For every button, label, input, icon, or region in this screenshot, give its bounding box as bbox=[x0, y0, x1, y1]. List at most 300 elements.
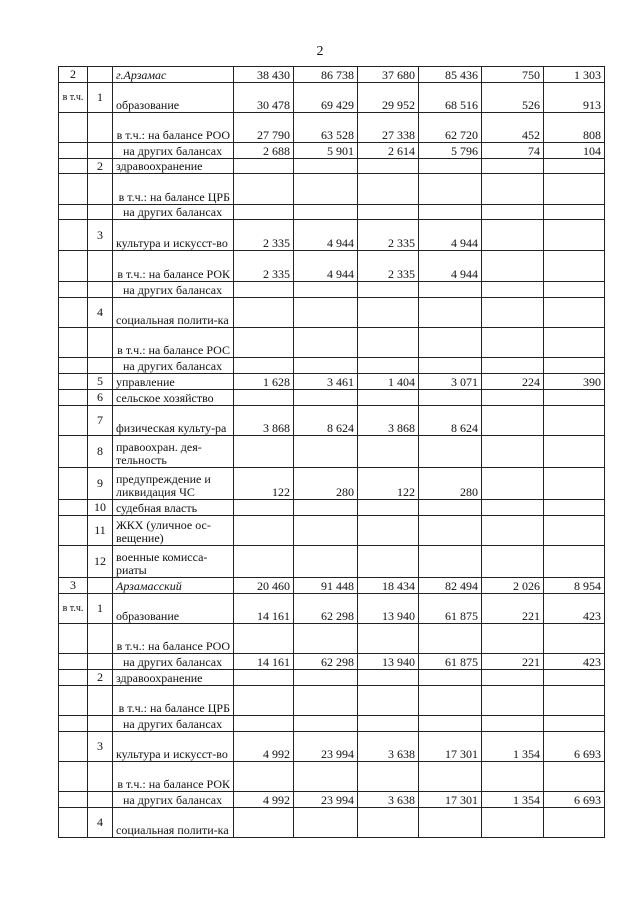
value-cell: 808 bbox=[544, 113, 605, 143]
item-number-cell bbox=[88, 328, 113, 358]
value-cell bbox=[358, 298, 419, 328]
table-row bbox=[59, 220, 605, 251]
value-cell bbox=[294, 205, 358, 220]
value-cell bbox=[482, 390, 544, 406]
item-name-cell: в т.ч.: на балансе РОС bbox=[113, 328, 234, 358]
item-number-cell bbox=[88, 251, 113, 282]
item-name-cell: г.Арзамас bbox=[113, 67, 234, 83]
value-cell: 2 026 bbox=[482, 578, 544, 594]
value-cell: 23 994 bbox=[294, 792, 358, 808]
value-cell bbox=[482, 220, 544, 251]
value-cell: 280 bbox=[294, 468, 358, 500]
section-number-cell bbox=[59, 716, 88, 732]
value-cell: 61 875 bbox=[419, 654, 482, 670]
value-cell: 91 448 bbox=[294, 578, 358, 594]
table-row bbox=[59, 282, 605, 298]
value-cell bbox=[544, 624, 605, 654]
value-cell bbox=[358, 716, 419, 732]
section-number-cell bbox=[59, 205, 88, 220]
item-number-cell: 5 bbox=[88, 374, 113, 390]
table-row bbox=[59, 406, 605, 436]
table-row bbox=[59, 516, 605, 546]
value-cell: 104 bbox=[544, 143, 605, 159]
section-number-cell bbox=[59, 143, 88, 159]
section-number-cell bbox=[59, 328, 88, 358]
value-cell bbox=[544, 686, 605, 716]
item-number-cell: 4 bbox=[88, 298, 113, 328]
value-cell: 5 901 bbox=[294, 143, 358, 159]
value-cell: 17 301 bbox=[419, 732, 482, 762]
item-name-cell: управление bbox=[113, 374, 234, 390]
value-cell bbox=[419, 670, 482, 686]
value-cell: 38 430 bbox=[234, 67, 294, 83]
value-cell: 2 614 bbox=[358, 143, 419, 159]
section-number-cell: 2 bbox=[59, 67, 88, 83]
value-cell bbox=[294, 174, 358, 205]
value-cell bbox=[419, 716, 482, 732]
item-name-cell: в т.ч.: на балансе ЦРБ bbox=[113, 174, 234, 205]
table-row bbox=[59, 436, 605, 468]
item-number-cell: 6 bbox=[88, 390, 113, 406]
item-number-cell bbox=[88, 67, 113, 83]
value-cell bbox=[234, 282, 294, 298]
value-cell: 2 335 bbox=[234, 220, 294, 251]
value-cell: 526 bbox=[482, 83, 544, 113]
value-cell: 2 688 bbox=[234, 143, 294, 159]
item-number-cell bbox=[88, 762, 113, 792]
value-cell: 1 628 bbox=[234, 374, 294, 390]
section-number-cell bbox=[59, 220, 88, 251]
value-cell bbox=[234, 205, 294, 220]
item-number-cell: 1 bbox=[88, 83, 113, 113]
section-number-cell bbox=[59, 516, 88, 546]
value-cell: 20 460 bbox=[234, 578, 294, 594]
value-cell: 6 693 bbox=[544, 732, 605, 762]
value-cell bbox=[544, 159, 605, 174]
section-number-cell bbox=[59, 298, 88, 328]
item-number-cell bbox=[88, 113, 113, 143]
value-cell bbox=[419, 298, 482, 328]
item-name-cell: судебная власть bbox=[113, 500, 234, 516]
value-cell: 4 944 bbox=[419, 220, 482, 251]
value-cell bbox=[419, 516, 482, 546]
value-cell bbox=[358, 328, 419, 358]
value-cell bbox=[294, 282, 358, 298]
value-cell bbox=[482, 406, 544, 436]
value-cell: 85 436 bbox=[419, 67, 482, 83]
value-cell bbox=[482, 686, 544, 716]
value-cell: 224 bbox=[482, 374, 544, 390]
value-cell bbox=[234, 328, 294, 358]
value-cell bbox=[482, 516, 544, 546]
value-cell bbox=[419, 762, 482, 792]
value-cell bbox=[544, 298, 605, 328]
value-cell bbox=[294, 762, 358, 792]
section-number-cell bbox=[59, 113, 88, 143]
value-cell: 1 303 bbox=[544, 67, 605, 83]
value-cell bbox=[358, 205, 419, 220]
value-cell bbox=[482, 762, 544, 792]
table-row bbox=[59, 67, 605, 83]
value-cell bbox=[234, 174, 294, 205]
item-name-cell: социальная полити-ка bbox=[113, 298, 234, 328]
item-name-cell: на других балансах bbox=[113, 143, 234, 159]
section-number-cell bbox=[59, 406, 88, 436]
table-row bbox=[59, 298, 605, 328]
value-cell bbox=[482, 251, 544, 282]
value-cell: 62 298 bbox=[294, 594, 358, 624]
value-cell bbox=[482, 670, 544, 686]
section-number-cell: в т.ч. bbox=[59, 83, 88, 113]
value-cell bbox=[482, 546, 544, 578]
value-cell: 2 335 bbox=[358, 220, 419, 251]
value-cell bbox=[419, 436, 482, 468]
value-cell: 68 516 bbox=[419, 83, 482, 113]
value-cell bbox=[544, 716, 605, 732]
value-cell: 30 478 bbox=[234, 83, 294, 113]
table-row bbox=[59, 578, 605, 594]
item-number-cell bbox=[88, 578, 113, 594]
table-row bbox=[59, 624, 605, 654]
value-cell bbox=[419, 624, 482, 654]
table-row bbox=[59, 792, 605, 808]
item-name-cell: военные комисса-риаты bbox=[113, 546, 234, 578]
section-number-cell bbox=[59, 390, 88, 406]
table-row bbox=[59, 500, 605, 516]
item-number-cell: 2 bbox=[88, 159, 113, 174]
value-cell bbox=[234, 808, 294, 838]
value-cell bbox=[294, 546, 358, 578]
table-row bbox=[59, 546, 605, 578]
item-number-cell: 1 bbox=[88, 594, 113, 624]
value-cell bbox=[294, 159, 358, 174]
value-cell bbox=[294, 298, 358, 328]
value-cell bbox=[544, 328, 605, 358]
value-cell bbox=[482, 358, 544, 374]
value-cell: 17 301 bbox=[419, 792, 482, 808]
item-name-cell: здравоохранение bbox=[113, 670, 234, 686]
value-cell bbox=[234, 624, 294, 654]
item-name-cell: предупреждение и ликвидация ЧС bbox=[113, 468, 234, 500]
table-row bbox=[59, 113, 605, 143]
value-cell bbox=[294, 358, 358, 374]
item-number-cell: 4 bbox=[88, 808, 113, 838]
value-cell bbox=[358, 358, 419, 374]
section-number-cell bbox=[59, 670, 88, 686]
item-name-cell: образование bbox=[113, 83, 234, 113]
value-cell: 29 952 bbox=[358, 83, 419, 113]
value-cell: 390 bbox=[544, 374, 605, 390]
value-cell: 6 693 bbox=[544, 792, 605, 808]
item-number-cell bbox=[88, 282, 113, 298]
item-name-cell: на других балансах bbox=[113, 282, 234, 298]
value-cell: 913 bbox=[544, 83, 605, 113]
item-number-cell: 7 bbox=[88, 406, 113, 436]
budget-table bbox=[58, 66, 605, 838]
value-cell bbox=[358, 762, 419, 792]
value-cell bbox=[482, 159, 544, 174]
value-cell bbox=[544, 282, 605, 298]
section-number-cell bbox=[59, 282, 88, 298]
value-cell: 280 bbox=[419, 468, 482, 500]
item-number-cell: 3 bbox=[88, 220, 113, 251]
section-number-cell bbox=[59, 732, 88, 762]
page-number: 2 bbox=[316, 44, 324, 59]
section-number-cell bbox=[59, 251, 88, 282]
section-number-cell bbox=[59, 686, 88, 716]
value-cell: 14 161 bbox=[234, 654, 294, 670]
table-row bbox=[59, 762, 605, 792]
value-cell bbox=[544, 436, 605, 468]
item-number-cell bbox=[88, 654, 113, 670]
item-number-cell: 2 bbox=[88, 670, 113, 686]
value-cell: 63 528 bbox=[294, 113, 358, 143]
value-cell bbox=[419, 328, 482, 358]
value-cell bbox=[234, 670, 294, 686]
item-name-cell: культура и искусст-во bbox=[113, 732, 234, 762]
value-cell bbox=[482, 298, 544, 328]
value-cell bbox=[482, 282, 544, 298]
value-cell bbox=[482, 716, 544, 732]
value-cell bbox=[358, 516, 419, 546]
table-row bbox=[59, 205, 605, 220]
value-cell: 1 354 bbox=[482, 732, 544, 762]
value-cell bbox=[234, 390, 294, 406]
table-row bbox=[59, 174, 605, 205]
value-cell bbox=[544, 406, 605, 436]
value-cell: 3 638 bbox=[358, 732, 419, 762]
section-number-cell bbox=[59, 358, 88, 374]
value-cell: 74 bbox=[482, 143, 544, 159]
value-cell: 8 954 bbox=[544, 578, 605, 594]
value-cell bbox=[544, 808, 605, 838]
value-cell bbox=[419, 282, 482, 298]
value-cell: 4 944 bbox=[419, 251, 482, 282]
value-cell: 8 624 bbox=[419, 406, 482, 436]
table-row bbox=[59, 328, 605, 358]
item-number-cell bbox=[88, 143, 113, 159]
value-cell: 27 338 bbox=[358, 113, 419, 143]
value-cell bbox=[544, 220, 605, 251]
value-cell bbox=[482, 500, 544, 516]
value-cell: 4 944 bbox=[294, 251, 358, 282]
item-name-cell: ЖКХ (уличное ос-вещение) bbox=[113, 516, 234, 546]
table-row bbox=[59, 251, 605, 282]
value-cell: 5 796 bbox=[419, 143, 482, 159]
table-row bbox=[59, 374, 605, 390]
value-cell bbox=[234, 159, 294, 174]
value-cell bbox=[234, 546, 294, 578]
value-cell bbox=[294, 436, 358, 468]
item-name-cell: на других балансах bbox=[113, 792, 234, 808]
value-cell bbox=[482, 174, 544, 205]
value-cell bbox=[482, 205, 544, 220]
item-number-cell: 9 bbox=[88, 468, 113, 500]
table-row bbox=[59, 808, 605, 838]
section-number-cell bbox=[59, 436, 88, 468]
item-name-cell: социальная полити-ка bbox=[113, 808, 234, 838]
value-cell: 62 298 bbox=[294, 654, 358, 670]
value-cell: 122 bbox=[358, 468, 419, 500]
value-cell bbox=[294, 500, 358, 516]
item-number-cell bbox=[88, 686, 113, 716]
value-cell: 3 638 bbox=[358, 792, 419, 808]
table-row bbox=[59, 732, 605, 762]
value-cell bbox=[544, 516, 605, 546]
item-name-cell: сельское хозяйство bbox=[113, 390, 234, 406]
item-name-cell: на других балансах bbox=[113, 358, 234, 374]
item-name-cell: Арзамасский bbox=[113, 578, 234, 594]
table-row bbox=[59, 143, 605, 159]
section-number-cell bbox=[59, 808, 88, 838]
value-cell: 69 429 bbox=[294, 83, 358, 113]
item-number-cell: 3 bbox=[88, 732, 113, 762]
value-cell: 4 944 bbox=[294, 220, 358, 251]
value-cell: 37 680 bbox=[358, 67, 419, 83]
table-row bbox=[59, 654, 605, 670]
value-cell bbox=[234, 436, 294, 468]
value-cell: 27 790 bbox=[234, 113, 294, 143]
item-name-cell: на других балансах bbox=[113, 205, 234, 220]
value-cell: 2 335 bbox=[234, 251, 294, 282]
value-cell bbox=[544, 205, 605, 220]
section-number-cell bbox=[59, 546, 88, 578]
value-cell bbox=[294, 390, 358, 406]
value-cell: 13 940 bbox=[358, 654, 419, 670]
value-cell bbox=[358, 500, 419, 516]
item-number-cell bbox=[88, 792, 113, 808]
value-cell bbox=[234, 716, 294, 732]
value-cell bbox=[358, 436, 419, 468]
value-cell bbox=[358, 686, 419, 716]
value-cell bbox=[544, 468, 605, 500]
value-cell bbox=[294, 624, 358, 654]
item-number-cell: 11 bbox=[88, 516, 113, 546]
item-name-cell: образование bbox=[113, 594, 234, 624]
value-cell: 14 161 bbox=[234, 594, 294, 624]
section-number-cell bbox=[59, 792, 88, 808]
value-cell bbox=[544, 670, 605, 686]
value-cell: 122 bbox=[234, 468, 294, 500]
table-row bbox=[59, 716, 605, 732]
table-row bbox=[59, 358, 605, 374]
value-cell bbox=[234, 762, 294, 792]
section-number-cell: 3 bbox=[59, 578, 88, 594]
value-cell bbox=[544, 390, 605, 406]
value-cell bbox=[358, 546, 419, 578]
table-row bbox=[59, 594, 605, 624]
value-cell: 2 335 bbox=[358, 251, 419, 282]
item-number-cell bbox=[88, 716, 113, 732]
value-cell bbox=[419, 500, 482, 516]
item-number-cell: 12 bbox=[88, 546, 113, 578]
value-cell: 3 868 bbox=[234, 406, 294, 436]
value-cell bbox=[482, 468, 544, 500]
value-cell bbox=[419, 358, 482, 374]
value-cell bbox=[358, 390, 419, 406]
item-name-cell: правоохран. дея-тельность bbox=[113, 436, 234, 468]
value-cell: 221 bbox=[482, 654, 544, 670]
value-cell bbox=[358, 174, 419, 205]
item-number-cell: 10 bbox=[88, 500, 113, 516]
value-cell: 13 940 bbox=[358, 594, 419, 624]
section-number-cell bbox=[59, 468, 88, 500]
item-number-cell bbox=[88, 174, 113, 205]
item-number-cell: 8 bbox=[88, 436, 113, 468]
value-cell bbox=[419, 546, 482, 578]
item-name-cell: в т.ч.: на балансе РОК bbox=[113, 251, 234, 282]
table-row bbox=[59, 159, 605, 174]
value-cell bbox=[234, 298, 294, 328]
value-cell: 3 461 bbox=[294, 374, 358, 390]
value-cell: 4 992 bbox=[234, 732, 294, 762]
value-cell: 4 992 bbox=[234, 792, 294, 808]
value-cell: 18 434 bbox=[358, 578, 419, 594]
item-number-cell bbox=[88, 205, 113, 220]
value-cell bbox=[544, 546, 605, 578]
value-cell bbox=[419, 808, 482, 838]
value-cell: 86 738 bbox=[294, 67, 358, 83]
value-cell bbox=[544, 500, 605, 516]
value-cell bbox=[482, 436, 544, 468]
table-row bbox=[59, 670, 605, 686]
value-cell bbox=[294, 686, 358, 716]
section-number-cell bbox=[59, 174, 88, 205]
item-name-cell: в т.ч.: на балансе ЦРБ bbox=[113, 686, 234, 716]
value-cell: 23 994 bbox=[294, 732, 358, 762]
item-name-cell: на других балансах bbox=[113, 654, 234, 670]
value-cell bbox=[234, 516, 294, 546]
value-cell bbox=[294, 328, 358, 358]
value-cell bbox=[419, 205, 482, 220]
value-cell bbox=[358, 159, 419, 174]
value-cell: 1 404 bbox=[358, 374, 419, 390]
value-cell: 61 875 bbox=[419, 594, 482, 624]
value-cell: 423 bbox=[544, 594, 605, 624]
value-cell bbox=[234, 358, 294, 374]
item-number-cell bbox=[88, 358, 113, 374]
value-cell bbox=[294, 670, 358, 686]
value-cell: 423 bbox=[544, 654, 605, 670]
value-cell bbox=[544, 174, 605, 205]
value-cell: 3 071 bbox=[419, 374, 482, 390]
value-cell bbox=[358, 808, 419, 838]
value-cell bbox=[358, 624, 419, 654]
section-number-cell bbox=[59, 159, 88, 174]
item-name-cell: в т.ч.: на балансе РОО bbox=[113, 113, 234, 143]
table-row bbox=[59, 468, 605, 500]
value-cell bbox=[419, 159, 482, 174]
section-number-cell bbox=[59, 654, 88, 670]
value-cell: 3 868 bbox=[358, 406, 419, 436]
section-number-cell: в т.ч. bbox=[59, 594, 88, 624]
item-name-cell: физическая культу-ра bbox=[113, 406, 234, 436]
value-cell bbox=[482, 624, 544, 654]
table-body bbox=[59, 67, 605, 838]
value-cell bbox=[482, 808, 544, 838]
value-cell bbox=[358, 670, 419, 686]
table-row bbox=[59, 390, 605, 406]
value-cell: 82 494 bbox=[419, 578, 482, 594]
value-cell bbox=[294, 716, 358, 732]
value-cell bbox=[358, 282, 419, 298]
value-cell: 750 bbox=[482, 67, 544, 83]
item-name-cell: на других балансах bbox=[113, 716, 234, 732]
item-number-cell bbox=[88, 624, 113, 654]
item-name-cell: в т.ч.: на балансе РОК bbox=[113, 762, 234, 792]
section-number-cell bbox=[59, 500, 88, 516]
value-cell bbox=[419, 686, 482, 716]
